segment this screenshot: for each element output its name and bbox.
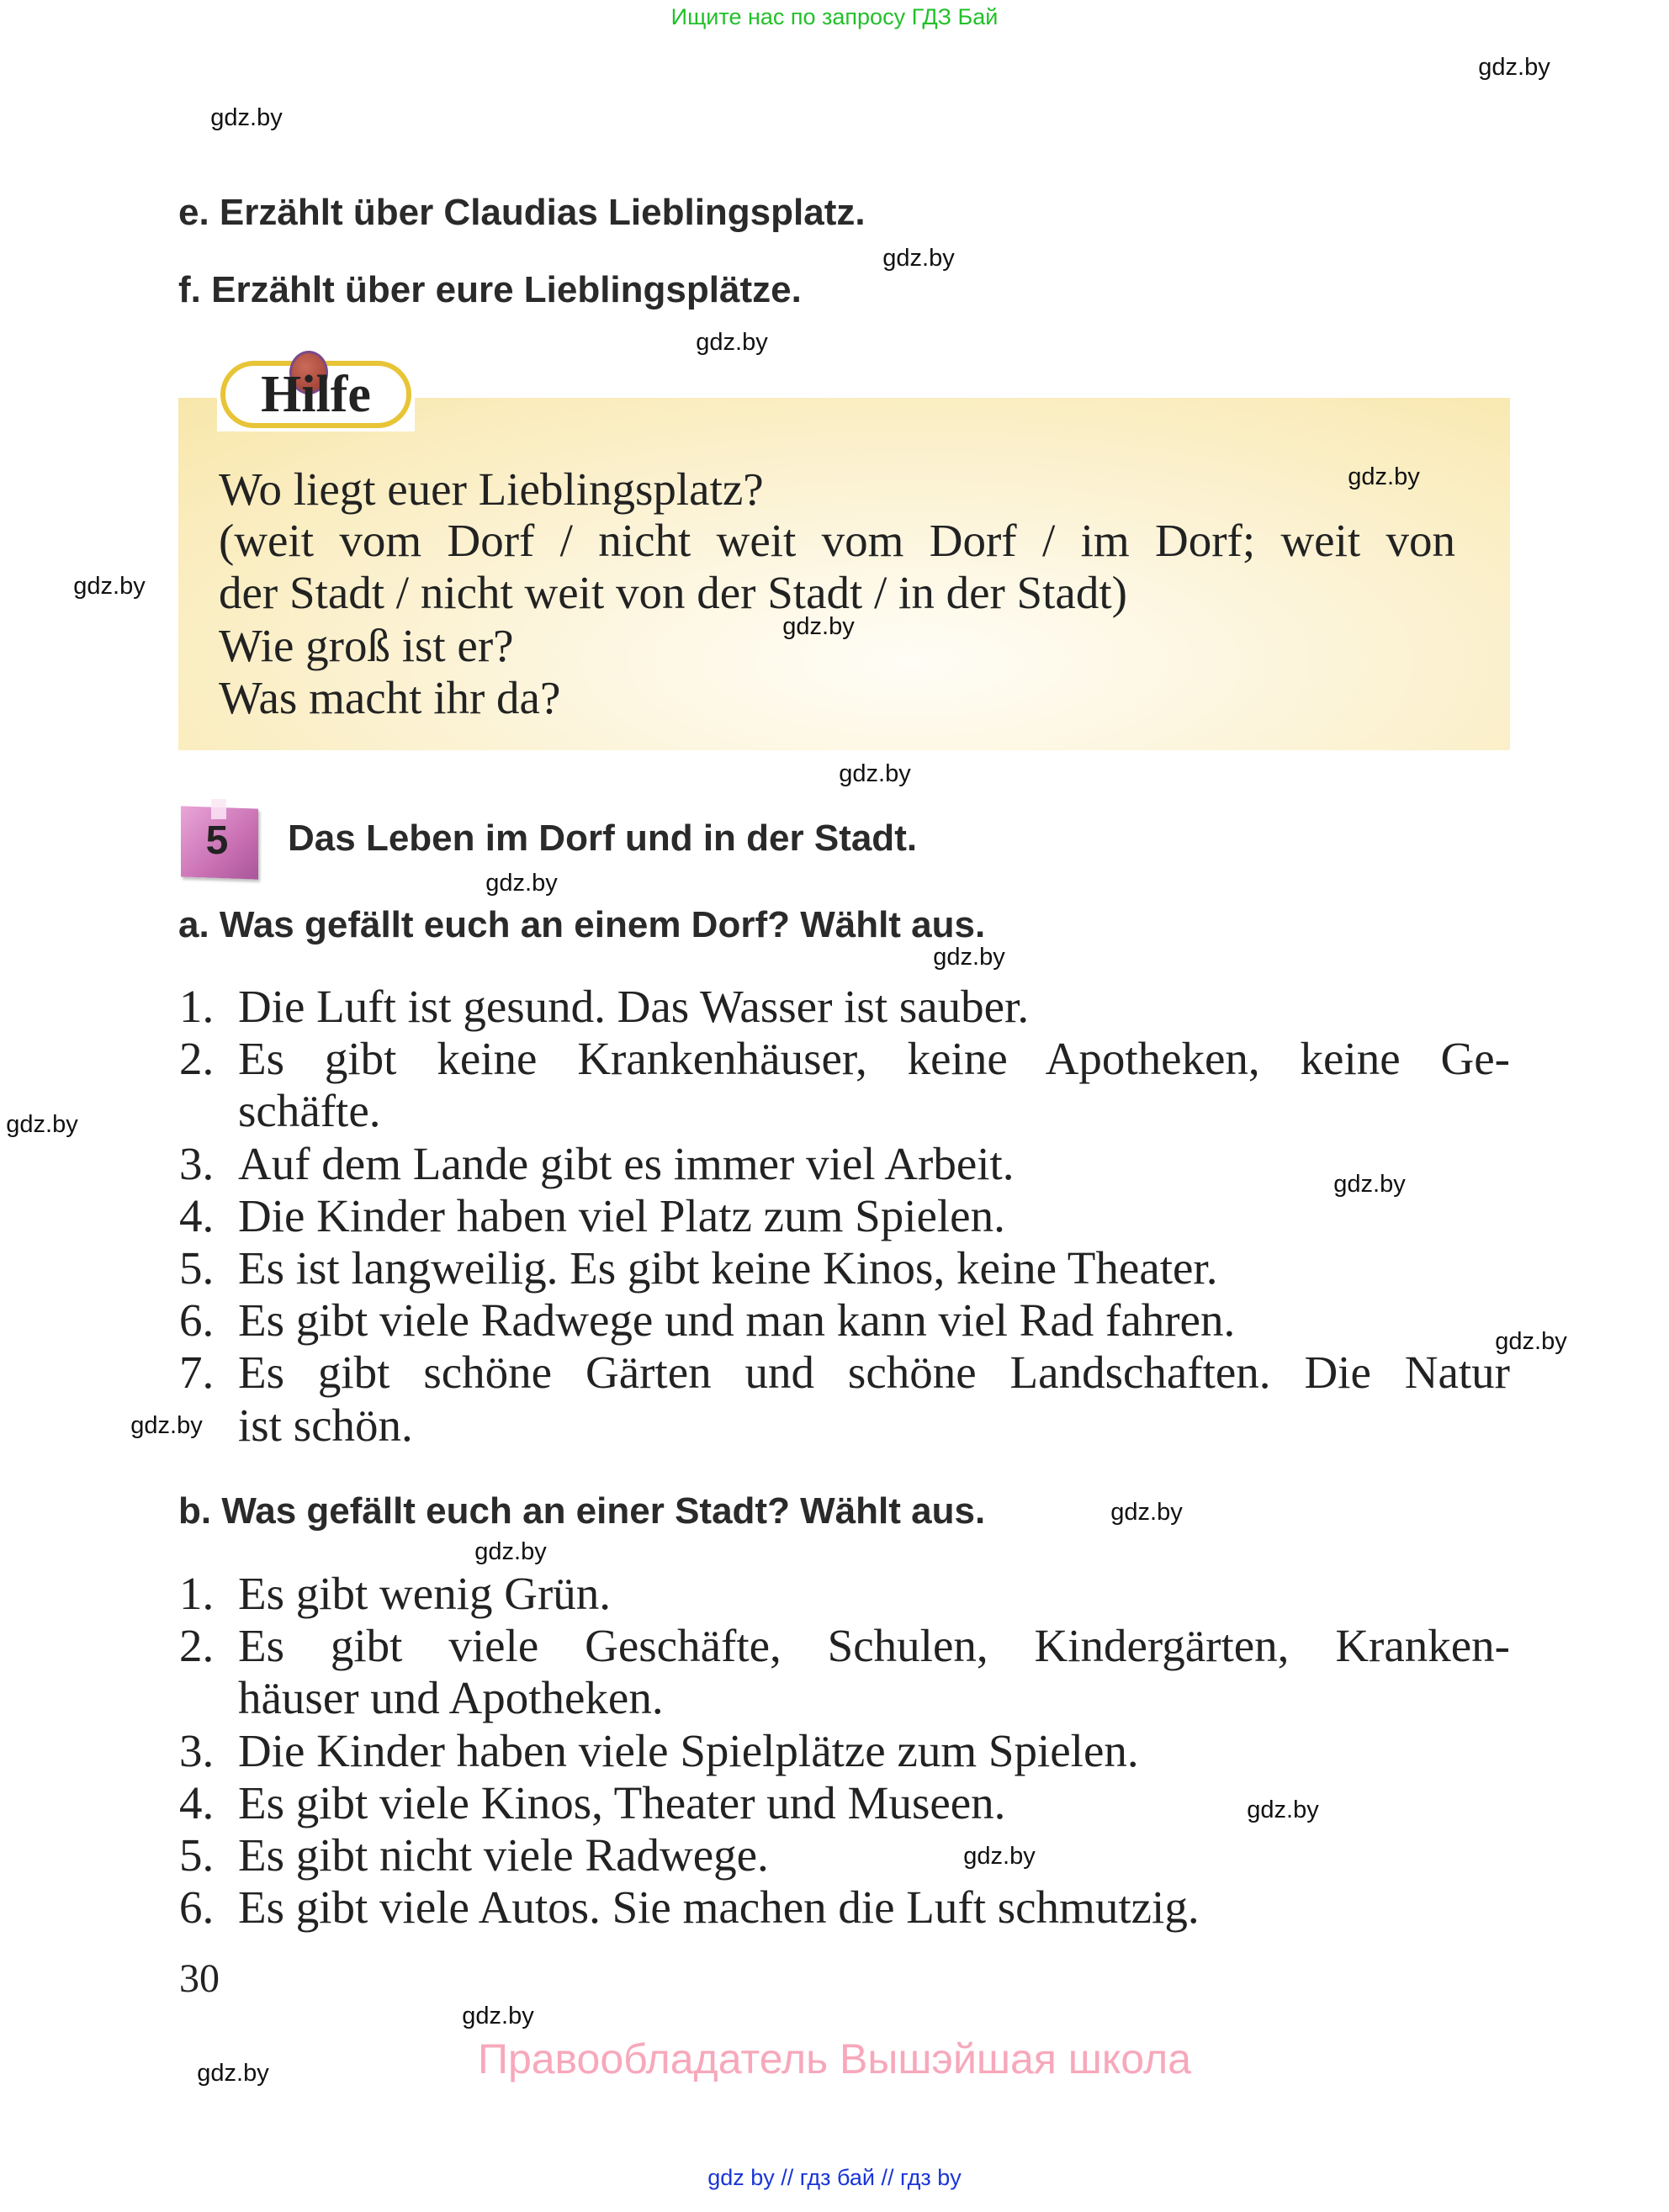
gdz-watermark: gdz.by: [130, 1412, 203, 1439]
list-item-text: Es gibt nicht viele Radwege.: [238, 1829, 769, 1881]
page-number: 30: [179, 1956, 220, 2001]
gdz-watermark: gdz.by: [839, 760, 911, 787]
list-item-number: 7.: [179, 1347, 215, 1399]
list-item-continuation: [179, 1400, 1510, 1452]
hilfe-line: Wo liegt euer Lieblingsplatz?: [219, 463, 764, 515]
list-item-number: 5.: [179, 1829, 215, 1881]
list-item-number: 5.: [179, 1242, 215, 1294]
gdz-watermark: gdz.by: [1478, 54, 1550, 81]
list-item-number: 3.: [179, 1137, 215, 1189]
gdz-watermark: gdz.by: [933, 944, 1005, 971]
list-item: [179, 1620, 1510, 1672]
gdz-watermark: gdz.by: [197, 2060, 269, 2087]
gdz-watermark: gdz.by: [462, 2003, 534, 2029]
list-item: [179, 1242, 1510, 1294]
gdz-watermark: gdz.by: [6, 1111, 78, 1138]
list-item-text: Es ist langweilig. Es gibt keine Kinos, keine Theater.: [238, 1242, 1218, 1294]
hilfe-label-text: Hilfe: [261, 366, 371, 423]
gdz-watermark: gdz.by: [485, 870, 558, 897]
list-item-text: Es gibt viele Autos. Sie machen die Luft schmutzig.: [238, 1881, 1200, 1934]
exercise-title: Das Leben im Dorf und in der Stadt.: [288, 818, 918, 859]
list-item-number: 4.: [179, 1776, 215, 1828]
list-item-text: Die Luft ist gesund. Das Wasser ist sauber.: [238, 981, 1030, 1032]
gdz-watermark: gdz.by: [1333, 1171, 1406, 1198]
gdz-watermark: gdz.by: [1348, 463, 1420, 490]
part-a-heading: a. Was gefällt euch an einem Dorf? Wählt aus.: [178, 904, 986, 945]
list-item-number: 4.: [179, 1189, 215, 1241]
hilfe-label: [217, 357, 415, 431]
list-item-text: Es gibt viele Kinos, Theater und Museen.: [238, 1776, 1006, 1828]
copyright-watermark: Правообладатель Вышэйшая школа: [478, 2035, 1191, 2082]
list-item-text: Es gibt wenig Grün.: [238, 1568, 612, 1619]
list-item: [179, 1294, 1510, 1347]
gdz-watermark: gdz.by: [73, 573, 146, 600]
gdz-watermark: gdz.by: [474, 1538, 547, 1565]
list-item: [179, 1347, 1510, 1399]
task-f-heading: f. Erzählt über eure Lieblingsplätze.: [178, 269, 802, 310]
list-item-text: häuser und Apotheken.: [238, 1672, 664, 1724]
hilfe-line: Was macht ihr da?: [219, 672, 561, 723]
search-hint: Ищите нас по запросу ГДЗ Бай: [670, 4, 999, 29]
gdz-watermark: gdz.by: [882, 245, 955, 272]
list-item-text: Die Kinder haben viel Platz zum Spielen.: [238, 1189, 1005, 1241]
list-item-text: Auf dem Lande gibt es immer viel Arbeit.: [238, 1137, 1015, 1189]
list-item-number: 1.: [179, 981, 215, 1032]
list-item-number: 6.: [179, 1881, 215, 1934]
gdz-watermark: gdz.by: [1110, 1499, 1183, 1526]
footer-links[interactable]: gdz by // гдз бай // гдз by: [707, 2165, 962, 2190]
list-item-text: Es gibt keine Krankenhäuser, keine Apotheken, keine Ge-: [238, 1033, 1510, 1085]
list-item-continuation: [179, 1085, 1510, 1137]
exercise-number-badge: [179, 799, 262, 881]
list-item-text: ist schön.: [238, 1399, 413, 1451]
list-item-number: 2.: [179, 1620, 215, 1672]
list-item-continuation: [179, 1672, 1510, 1724]
list-item: [179, 1881, 1510, 1934]
task-e-heading: e. Erzählt über Claudias Lieblingsplatz.: [178, 192, 866, 233]
list-item: [179, 1190, 1510, 1242]
hilfe-line: Wie groß ist er?: [219, 620, 514, 671]
list-item-text: schäfte.: [238, 1085, 381, 1137]
list-item: [179, 1033, 1510, 1085]
list-item-number: 2.: [179, 1033, 215, 1085]
list-item: [179, 1725, 1510, 1777]
part-b-heading: b. Was gefällt euch an einer Stadt? Wählt aus.: [178, 1490, 986, 1532]
gdz-watermark: gdz.by: [1495, 1328, 1567, 1355]
gdz-watermark: gdz.by: [782, 613, 855, 640]
list-item-text: Es gibt schöne Gärten und schöne Landschaften. Die Natur: [238, 1347, 1510, 1399]
list-item-text: Es gibt viele Radwege und man kann viel Rad fahren.: [238, 1294, 1236, 1347]
list-item-number: 1.: [179, 1568, 215, 1619]
hilfe-line: (weit vom Dorf / nicht weit vom Dorf / im Dorf; weit von: [219, 515, 1455, 566]
gdz-watermark: gdz.by: [696, 329, 768, 356]
list-item-number: 3.: [179, 1724, 215, 1776]
list-item: [179, 981, 1510, 1033]
list-item-number: 6.: [179, 1294, 215, 1347]
hilfe-line: der Stadt / nicht weit von der Stadt / in der Stadt): [219, 567, 1127, 618]
gdz-watermark: gdz.by: [210, 104, 283, 131]
list-item: [179, 1138, 1510, 1190]
exercise-number: 5: [205, 818, 229, 863]
list-item: [179, 1568, 1510, 1620]
list-item-text: Die Kinder haben viele Spielplätze zum Spielen.: [238, 1724, 1139, 1776]
list-item-text: Es gibt viele Geschäfte, Schulen, Kindergärten, Kranken-: [238, 1620, 1510, 1672]
gdz-watermark: gdz.by: [963, 1843, 1036, 1870]
list-item: [179, 1829, 1510, 1881]
gdz-watermark: gdz.by: [1247, 1797, 1319, 1823]
